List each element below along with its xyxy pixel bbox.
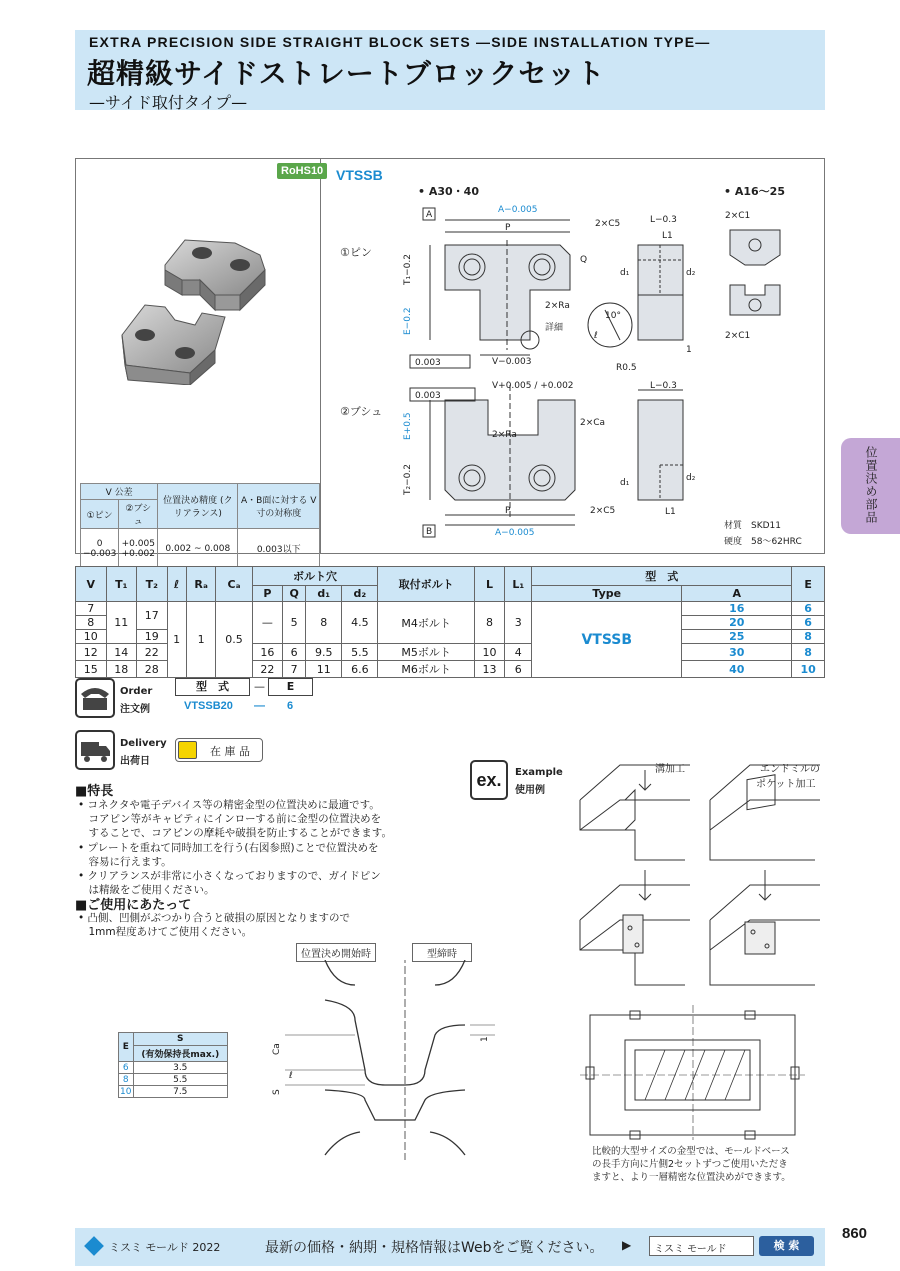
s-th-s: S bbox=[133, 1033, 227, 1046]
s-th-s2: (有効保持長max.) bbox=[133, 1046, 227, 1062]
th-model: 型 式 bbox=[532, 567, 792, 586]
table-row bbox=[119, 1086, 228, 1098]
cell-a: 16 bbox=[682, 602, 792, 616]
example-label-jp: 使用例 bbox=[515, 785, 545, 796]
th-bolt: 取付ボルト bbox=[378, 567, 474, 602]
cell-q: 7 bbox=[283, 661, 306, 678]
s-label: S bbox=[272, 1089, 282, 1095]
cell-len: 8 bbox=[474, 602, 505, 644]
v-dim2: V+0.005 / +0.002 bbox=[492, 381, 574, 391]
th-q: Q bbox=[283, 586, 306, 602]
ang: 10° bbox=[605, 311, 621, 321]
tol-sym: 0.003以下 bbox=[238, 529, 320, 569]
cell-e: 6 bbox=[792, 616, 825, 630]
feature-line: は精級をご使用ください。 bbox=[78, 884, 215, 897]
th-ra: Rₐ bbox=[186, 567, 216, 602]
feature-line: • クリアランスが非常に小さくなっておりますので、ガイドピン bbox=[78, 870, 381, 883]
cell-v: 15 bbox=[76, 661, 107, 678]
th-t2: T₂ bbox=[137, 567, 168, 602]
hardness: 硬度 58～62HRC bbox=[724, 537, 802, 547]
cell-p: — bbox=[252, 602, 283, 644]
cell-len1: 6 bbox=[505, 661, 532, 678]
ell-label: ℓ bbox=[289, 1071, 293, 1081]
side-tab[interactable] bbox=[841, 438, 900, 534]
tol-bush: +0.005 +0.002 bbox=[119, 529, 158, 569]
s-th-e: E bbox=[119, 1033, 134, 1062]
table-row bbox=[119, 1062, 228, 1074]
v-dim: V−0.003 bbox=[492, 357, 532, 367]
cell-t2: 17 bbox=[137, 602, 168, 630]
s-cell-s: 5.5 bbox=[133, 1074, 227, 1086]
cell-v: 7 bbox=[76, 602, 107, 616]
order-val-model: VTSSB20 bbox=[184, 700, 233, 712]
feature-line: • プレートを重ねて同時加工を行う(右図参照)ことで位置決めを bbox=[78, 841, 379, 854]
vtssb-label: VTSSB bbox=[336, 167, 383, 183]
cell-len: 13 bbox=[474, 661, 505, 678]
tol-h2: 位置決め精度 (クリアランス) bbox=[158, 484, 238, 529]
feature-line: 容易に行えます。 bbox=[78, 855, 172, 868]
order-val-e: 6 bbox=[287, 700, 294, 712]
ref-a: A bbox=[426, 210, 433, 220]
d2-bot: d₂ bbox=[686, 473, 696, 483]
tol-h1: V 公差 bbox=[81, 484, 158, 500]
th-ca: Cₐ bbox=[216, 567, 252, 602]
side-tab-label: 位置決め部品 bbox=[864, 446, 878, 524]
delivery-label-en: Delivery bbox=[120, 738, 167, 749]
cell-t2: 22 bbox=[137, 644, 168, 661]
l-dim-bot: L−0.3 bbox=[650, 381, 677, 391]
footer-search-input[interactable]: ミスミ モールド bbox=[649, 1236, 754, 1256]
d1-top: d₁ bbox=[620, 268, 630, 278]
t2-dim: T₂−0.2 bbox=[403, 464, 413, 495]
d1-bot: d₁ bbox=[620, 478, 630, 488]
cell-ca: 0.5 bbox=[216, 602, 252, 678]
stock-badge bbox=[175, 738, 263, 762]
stock-label: 在 庫 品 bbox=[210, 745, 250, 758]
feature-line: することで、コアピンの摩耗や破損を防止することができます。 bbox=[78, 827, 392, 840]
usage-line: 1mm程度あけてご使用ください。 bbox=[78, 926, 253, 939]
d2-top: d₂ bbox=[686, 268, 696, 278]
ca-label: Ca bbox=[272, 1043, 282, 1055]
play-icon: ▶ bbox=[622, 1238, 632, 1252]
page-number: 860 bbox=[842, 1225, 868, 1242]
cell-t2: 19 bbox=[137, 630, 168, 644]
cell-d1: 8 bbox=[306, 602, 342, 644]
note-line: の長手方向に片側2セットずつご使用いただき bbox=[592, 1159, 788, 1170]
cell-e: 8 bbox=[792, 630, 825, 644]
note-line: 比較的大型サイズの金型では、モールドベース bbox=[592, 1146, 790, 1157]
cell-d1: 9.5 bbox=[306, 644, 342, 661]
s-cell-e: 8 bbox=[119, 1074, 134, 1086]
cell-t2: 28 bbox=[137, 661, 168, 678]
cell-d2: 4.5 bbox=[342, 602, 378, 644]
one-label: 1 bbox=[480, 1036, 490, 1042]
order-label-en: Order bbox=[120, 686, 153, 697]
ra-top: 2×Ra bbox=[545, 301, 570, 311]
t1-dim: T₁−0.2 bbox=[403, 254, 413, 285]
cell-a: 20 bbox=[682, 616, 792, 630]
e2-dim: E+0.5 bbox=[403, 412, 413, 440]
c1-top: 2×C1 bbox=[725, 211, 751, 221]
tol-2: 0.003 bbox=[415, 391, 441, 401]
example-badge: ex. bbox=[470, 760, 508, 800]
a-dim-bot: A−0.005 bbox=[495, 528, 535, 538]
s-cell-e: 10 bbox=[120, 1086, 132, 1097]
rohs-badge: RoHS10 bbox=[277, 163, 327, 179]
cell-bolt: M6ボルト bbox=[378, 661, 474, 678]
feature-line: • コネクタや電子デバイス等の精密金型の位置決めに最適です。 bbox=[78, 799, 380, 811]
cell-t1: 14 bbox=[106, 644, 137, 661]
th-d1: d₁ bbox=[306, 586, 342, 602]
usage-list bbox=[78, 911, 438, 939]
cell-a: 40 bbox=[682, 661, 792, 678]
material: 材質 SKD11 bbox=[724, 521, 781, 531]
label-start: 位置決め開始時 bbox=[296, 943, 376, 962]
cell-t1: 11 bbox=[106, 602, 137, 644]
cell-bolt: M5ボルト bbox=[378, 644, 474, 661]
truck-icon bbox=[75, 730, 115, 770]
variant-b: • A16～25 bbox=[724, 185, 785, 198]
table-row bbox=[119, 1074, 228, 1086]
tol-1: 0.003 bbox=[415, 358, 441, 368]
l1-bot: L1 bbox=[665, 507, 676, 517]
footer-message: 最新の価格・納期・規格情報はWebをご覧ください。 bbox=[265, 1240, 604, 1256]
cell-len: 10 bbox=[474, 644, 505, 661]
footer-search-button[interactable]: 検 索 bbox=[759, 1236, 814, 1256]
th-p: P bbox=[252, 586, 283, 602]
tol-clear: 0.002 ~ 0.008 bbox=[158, 529, 238, 569]
ell-detail: ℓ bbox=[594, 331, 598, 341]
usage-title: ■ご使用にあたって bbox=[75, 898, 192, 913]
th-l: ℓ bbox=[167, 567, 186, 602]
l-dim-top: L−0.3 bbox=[650, 215, 677, 225]
cell-a: 30 bbox=[682, 644, 792, 661]
usage-diagram bbox=[265, 960, 505, 1160]
s-cell-s: 7.5 bbox=[133, 1086, 227, 1098]
th-len: L bbox=[474, 567, 505, 602]
cell-e: 6 bbox=[792, 602, 825, 616]
note-line: ますと、より一層精密な位置決めができます。 bbox=[592, 1172, 791, 1183]
th-t1: T₁ bbox=[106, 567, 137, 602]
order-val-dash: — bbox=[254, 700, 265, 712]
page-header bbox=[75, 30, 825, 110]
spec-table bbox=[75, 566, 825, 678]
example-note bbox=[592, 1145, 791, 1184]
title-en: EXTRA PRECISION SIDE STRAIGHT BLOCK SETS —SIDE INSTALLATION TYPE— bbox=[89, 34, 711, 50]
cell-d2: 5.5 bbox=[342, 644, 378, 661]
detail: 詳細 bbox=[545, 323, 564, 333]
box-icon bbox=[178, 741, 197, 759]
p-dim-bot: P bbox=[505, 506, 511, 516]
th-bolt-hole: ボルト穴 bbox=[252, 567, 378, 586]
features-title: ■特長 bbox=[75, 784, 114, 799]
q-dim: Q bbox=[580, 255, 588, 265]
cell-q: 5 bbox=[283, 602, 306, 644]
l1-top: L1 bbox=[662, 231, 673, 241]
tolerance-table bbox=[80, 483, 320, 569]
th-v: V bbox=[76, 567, 107, 602]
cell-d2: 6.6 bbox=[342, 661, 378, 678]
cell-v: 10 bbox=[76, 630, 107, 644]
c5-top: 2×C5 bbox=[595, 219, 621, 229]
product-divider bbox=[320, 158, 321, 554]
s-cell-e: 6 bbox=[119, 1062, 134, 1074]
cell-v: 8 bbox=[76, 616, 107, 630]
c1-bot: 2×C1 bbox=[725, 331, 751, 341]
a-dim-top: A−0.005 bbox=[498, 205, 538, 215]
p-dim-top: P bbox=[505, 223, 511, 233]
endmill-label: エンドミルの bbox=[760, 764, 820, 775]
cell-e: 8 bbox=[792, 644, 825, 661]
delivery-label-jp: 出荷日 bbox=[120, 756, 150, 767]
ra-bot: 2×Ra bbox=[492, 430, 517, 440]
s-table bbox=[118, 1032, 228, 1098]
footer-brand: ミスミ モールド 2022 bbox=[109, 1241, 221, 1254]
tol-h1b: ②ブシュ bbox=[119, 500, 158, 529]
tol-h3: A・B面に対する V寸の対称度 bbox=[238, 484, 320, 529]
cell-p: 16 bbox=[252, 644, 283, 661]
table-row bbox=[76, 602, 825, 616]
pocket-label: ポケット加工 bbox=[756, 779, 816, 790]
subtitle: —サイド取付タイプ— bbox=[89, 93, 248, 112]
cell-l: 1 bbox=[167, 602, 186, 678]
cell-p: 22 bbox=[252, 661, 283, 678]
cell-q: 6 bbox=[283, 644, 306, 661]
cell-type: VTSSB bbox=[532, 602, 682, 678]
example-diagram bbox=[575, 760, 825, 1140]
feature-line: コアピン等がキャビティにインローする前に金型の位置決めを bbox=[78, 813, 382, 826]
usage-line: • 凸側、凹側がぶつかり合うと破損の原因となりますので bbox=[78, 912, 351, 924]
order-col-model: 型 式 bbox=[175, 678, 250, 696]
footer-bar bbox=[75, 1228, 825, 1266]
product-image bbox=[110, 225, 290, 385]
label-clamp: 型締時 bbox=[412, 943, 472, 962]
tol-pin: 0 −0.003 bbox=[81, 529, 119, 569]
cell-ra: 1 bbox=[186, 602, 216, 678]
r05: R0.5 bbox=[616, 363, 637, 373]
ca-bot: 2×Ca bbox=[580, 418, 606, 428]
order-col-e: E bbox=[268, 678, 313, 696]
variant-a: • A30・40 bbox=[418, 185, 479, 198]
tol-h1a: ①ピン bbox=[81, 500, 119, 529]
title-jp: 超精級サイドストレートブロックセット bbox=[87, 57, 606, 90]
e1-dim: E−0.2 bbox=[403, 307, 413, 335]
cell-bolt: M4ボルト bbox=[378, 602, 474, 644]
order-label-jp: 注文例 bbox=[120, 704, 150, 715]
th-len1: L₁ bbox=[505, 567, 532, 602]
groove-label: 溝加工 bbox=[655, 764, 685, 775]
pin-label: ①ピン bbox=[340, 246, 372, 259]
cell-len1: 4 bbox=[505, 644, 532, 661]
s-cell-s: 3.5 bbox=[133, 1062, 227, 1074]
technical-drawing bbox=[380, 200, 820, 545]
cell-a: 25 bbox=[682, 630, 792, 644]
ref-b: B bbox=[426, 527, 433, 537]
th-d2: d₂ bbox=[342, 586, 378, 602]
cell-t1: 18 bbox=[106, 661, 137, 678]
cell-len1: 3 bbox=[505, 602, 532, 644]
example-label-en: Example bbox=[515, 767, 563, 778]
c5-bot: 2×C5 bbox=[590, 506, 616, 516]
cell-e: 10 bbox=[792, 661, 825, 678]
order-dash: — bbox=[254, 680, 265, 693]
phone-icon bbox=[75, 678, 115, 718]
bush-label: ②ブシュ bbox=[340, 405, 383, 418]
features-list bbox=[78, 798, 438, 897]
cell-d1: 11 bbox=[306, 661, 342, 678]
th-e: E bbox=[792, 567, 825, 602]
th-a: A bbox=[682, 586, 792, 602]
one-top: 1 bbox=[686, 345, 692, 355]
brand-icon bbox=[84, 1236, 104, 1256]
cell-v: 12 bbox=[76, 644, 107, 661]
th-type: Type bbox=[532, 586, 682, 602]
